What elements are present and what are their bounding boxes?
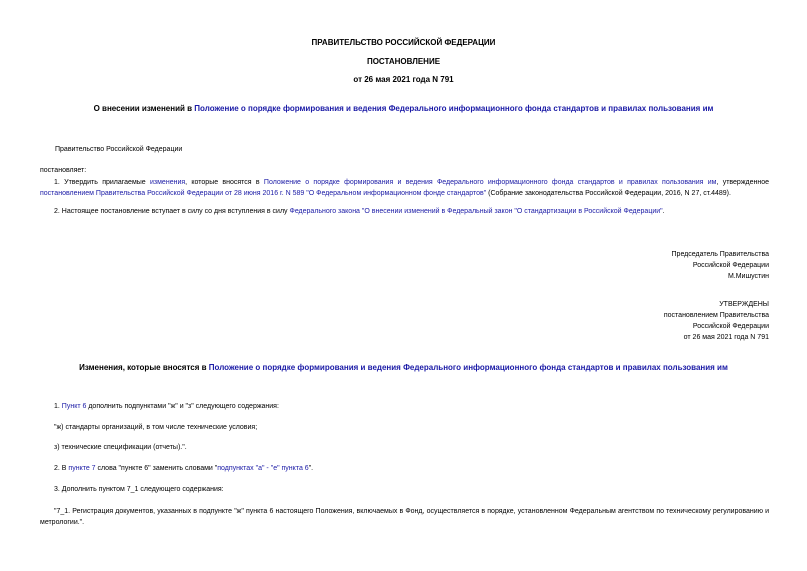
change-2-text-a: 2. В — [54, 465, 69, 472]
change-2 — [54, 465, 313, 472]
signature-line-1: Председатель Правительства — [671, 251, 769, 258]
p1-text-d: (Собрание законодательства Российской Федерации, 2016, N 27, ст.4489). — [486, 190, 731, 197]
title-regulation-link[interactable]: Положение о порядке формирования и ведения Федерального информационного фонда стандартов и правилах пользования им — [194, 104, 714, 113]
document-date-number: от 26 мая 2021 года N 791 — [353, 75, 454, 84]
p1-text-c: , утвержденное — [716, 179, 770, 186]
point-6-link[interactable]: Пункт 6 — [61, 403, 87, 410]
regulation-link[interactable]: Положение о порядке формирования и ведения Федерального информационного фонда стандартов и правилах пользования им — [263, 179, 717, 186]
changes-title-link[interactable]: Положение о порядке формирования и ведения Федерального информационного фонда стандартов и правилах пользования им — [208, 363, 728, 372]
change-2-text-c: ". — [308, 465, 314, 472]
signature-line-2: Российской Федерации — [692, 262, 769, 269]
change-1-text: дополнить подпунктами "ж" и "з" следующего содержания: — [86, 403, 279, 410]
signature-block — [560, 249, 769, 282]
document-title — [0, 104, 807, 113]
change-2-text-b: слова "пункте 6" заменить словами " — [95, 465, 218, 472]
decree-word: постановляет: — [40, 167, 87, 174]
change-3-text: "7_1. Регистрация документов, указанных в подпункте "ж" пункта 6 настоящего Положения, включаемых в Фонд, осуществляется в порядке, установленном Федеральным агентством по техническому регулированию и метрологии.". — [40, 508, 769, 526]
change-3: 3. Дополнить пунктом 7_1 следующего содержания: — [54, 486, 224, 493]
approved-line-2: постановлением Правительства — [663, 312, 769, 319]
approved-line-1: УТВЕРЖДЕНЫ — [719, 301, 769, 308]
paragraph-2 — [54, 208, 665, 215]
approved-line-4: от 26 мая 2021 года N 791 — [683, 334, 769, 341]
change-1-subpoint-zh: "ж) стандарты организаций, в том числе технические условия; — [54, 424, 258, 431]
changes-title-prefix: Изменения, которые вносятся в — [79, 363, 209, 372]
subpoints-link[interactable]: подпунктах "а" - "е" пункта 6 — [217, 465, 309, 472]
change-1-subpoint-z: з) технические спецификации (отчеты).". — [54, 444, 187, 451]
resolution-589-link[interactable]: постановлением Правительства Российской Федерации от 28 июня 2016 г. N 589 "О Федеральном информационном фонде стандартов" — [40, 190, 487, 197]
p2-text-b: . — [662, 208, 665, 215]
point-7-link[interactable]: пункте 7 — [68, 465, 96, 472]
federal-law-link[interactable]: Федерального закона "О внесении изменений в Федеральный закон "О стандартизации в Российской Федерации" — [289, 208, 663, 215]
title-prefix: О внесении изменений в — [93, 104, 195, 113]
p2-text-a: 2. Настоящее постановление вступает в силу со дня вступления в силу — [54, 208, 290, 215]
issuer: Правительство Российской Федерации — [55, 146, 183, 153]
approved-line-3: Российской Федерации — [692, 323, 769, 330]
paragraph-1 — [40, 177, 769, 199]
approved-block — [560, 299, 769, 343]
p1-text-b: , которые вносятся в — [185, 179, 264, 186]
changes-title — [0, 363, 807, 372]
document-type: ПОСТАНОВЛЕНИЕ — [366, 57, 441, 66]
changes-link[interactable]: изменения — [150, 179, 186, 186]
government-title: ПРАВИТЕЛЬСТВО РОССИЙСКОЙ ФЕДЕРАЦИИ — [311, 38, 496, 47]
p1-text-a: 1. Утвердить прилагаемые — [54, 179, 150, 186]
change-1 — [54, 403, 279, 410]
change-1-num: 1. — [54, 403, 62, 410]
signature-line-3: М.Мишустин — [727, 273, 769, 280]
